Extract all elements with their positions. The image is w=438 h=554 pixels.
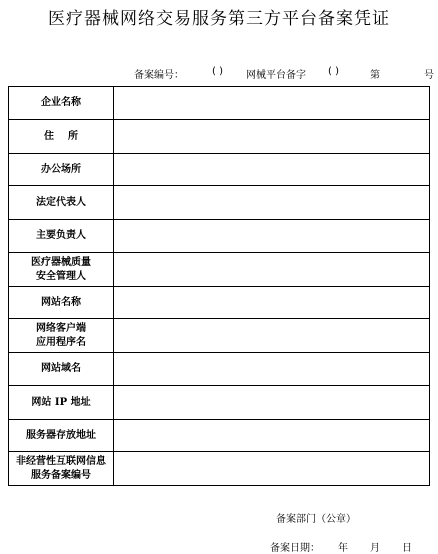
row-value-website-domain[interactable] xyxy=(114,353,430,386)
label-line: 非经营性互联网信息 xyxy=(16,455,106,467)
filing-date-day: 日 xyxy=(402,543,412,554)
row-label-office-location xyxy=(9,154,114,186)
label-line: 医疗器械质量 xyxy=(31,256,91,268)
label-line: 应用程序名 xyxy=(36,336,86,348)
table-row xyxy=(9,87,430,120)
row-value-legal-representative[interactable] xyxy=(114,186,430,220)
filing-date-year: 年 xyxy=(338,543,348,554)
row-label-icp-filing-number xyxy=(9,452,114,486)
filing-department-seal: 备案部门（公章） xyxy=(276,514,356,525)
row-value-office-location[interactable] xyxy=(114,154,430,186)
row-value-client-app-name[interactable] xyxy=(114,319,430,353)
label-line: 网络客户端 xyxy=(36,322,86,334)
row-value-company-name[interactable] xyxy=(114,87,430,120)
filing-platform-prefix: 网械平台备字 xyxy=(246,70,306,81)
document-title: 医疗器械网络交易服务第三方平台备案凭证 xyxy=(48,9,390,29)
label-line: 住 所 xyxy=(44,130,78,142)
table-row xyxy=(9,154,430,186)
table-row xyxy=(9,220,430,253)
label-line: 网站 IP 地址 xyxy=(31,396,91,408)
label-line: 办公场所 xyxy=(41,163,81,175)
label-line: 服务备案编号 xyxy=(31,469,91,481)
filing-date-label: 备案日期： xyxy=(270,543,320,554)
label-line: 网站域名 xyxy=(41,363,81,374)
row-label-website-name xyxy=(9,287,114,319)
filing-number-hao: 号 xyxy=(424,70,434,81)
row-label-client-app-name xyxy=(9,319,114,353)
filing-number-di: 第 xyxy=(370,70,380,81)
table-row xyxy=(9,386,430,420)
row-value-website-name[interactable] xyxy=(114,287,430,319)
label-line: 服务器存放地址 xyxy=(26,429,96,441)
label-line: 安全管理人 xyxy=(36,270,86,282)
table-row xyxy=(9,452,430,486)
filing-number-paren-1: ( ) xyxy=(212,66,223,77)
table-row xyxy=(9,353,430,386)
row-label-domicile xyxy=(9,120,114,154)
table-row xyxy=(9,253,430,287)
row-label-website-domain xyxy=(9,353,114,386)
row-label-quality-safety-manager xyxy=(9,253,114,287)
table-row xyxy=(9,120,430,154)
table-row xyxy=(9,420,430,452)
filing-number-paren-2: ( ) xyxy=(328,66,339,77)
row-value-icp-filing-number[interactable] xyxy=(114,452,430,486)
row-label-server-location xyxy=(9,420,114,452)
filing-date-month: 月 xyxy=(370,543,380,554)
registration-form-table xyxy=(8,86,430,486)
table-row xyxy=(9,319,430,353)
row-label-legal-representative xyxy=(9,186,114,220)
row-label-principal-person xyxy=(9,220,114,253)
filing-number-label: 备案编号： xyxy=(134,70,184,81)
label-line: 法定代表人 xyxy=(36,196,86,208)
table-row xyxy=(9,287,430,319)
row-value-quality-safety-manager[interactable] xyxy=(114,253,430,287)
row-value-server-location[interactable] xyxy=(114,420,430,452)
label-line: 企业名称 xyxy=(41,97,81,108)
row-value-website-ip[interactable] xyxy=(114,386,430,420)
label-line: 主要负责人 xyxy=(36,230,86,241)
label-line: 网站名称 xyxy=(41,296,81,308)
row-label-company-name xyxy=(9,87,114,120)
row-value-principal-person[interactable] xyxy=(114,220,430,253)
table-row xyxy=(9,186,430,220)
row-label-website-ip xyxy=(9,386,114,420)
row-value-domicile[interactable] xyxy=(114,120,430,154)
